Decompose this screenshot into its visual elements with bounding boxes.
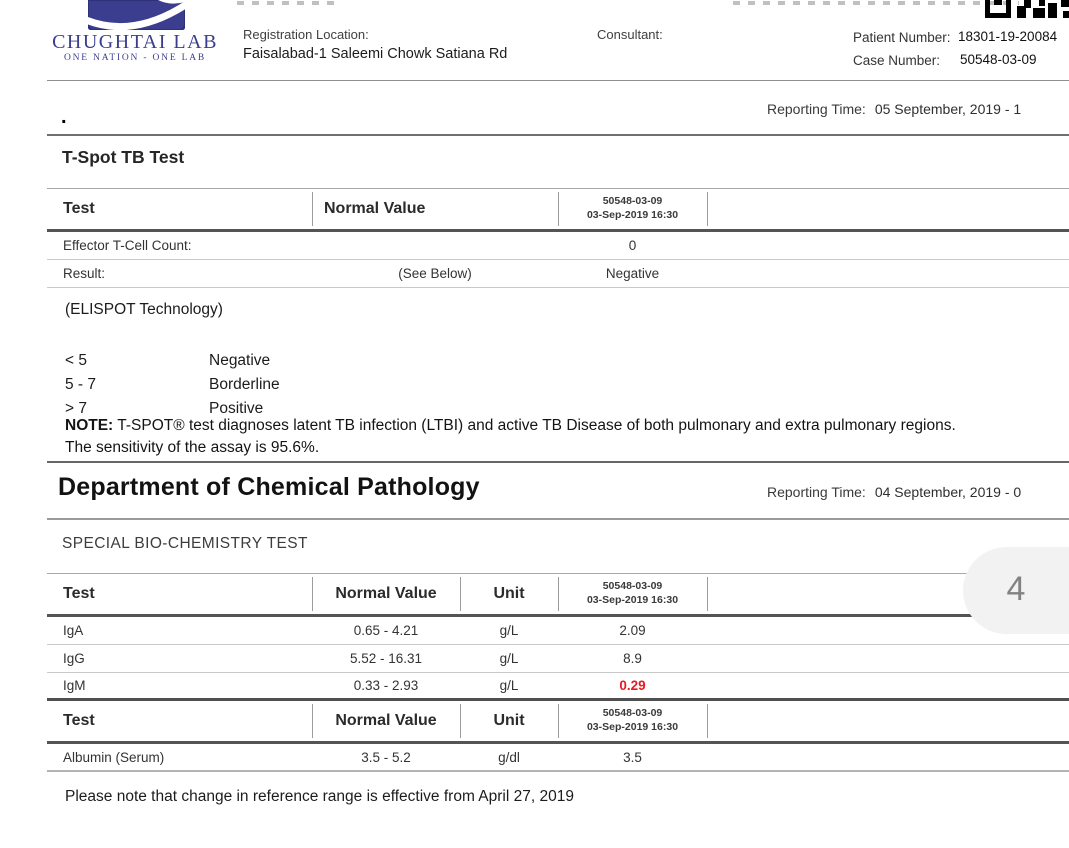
case-number-value: 50548-03-09 <box>960 52 1037 67</box>
reporting-time-1 <box>767 101 1069 117</box>
logo-tagline: ONE NATION - ONE LAB <box>63 53 207 63</box>
table-row: IgM 0.33 - 2.93 g/L 0.29 <box>47 673 1069 701</box>
patient-number-label: Patient Number: <box>853 30 951 45</box>
col-test: Test <box>63 585 95 602</box>
footnote: Please note that change in reference range is effective from April 27, 2019 <box>65 788 574 805</box>
dot-mark: . <box>61 106 67 128</box>
page-number-badge <box>963 547 1069 634</box>
col-sample: 50548-03-09 03-Sep-2019 16:30 <box>558 574 707 614</box>
logo-title: CHUGHTAI LAB <box>52 31 218 53</box>
consultant-label: Consultant: <box>597 27 663 42</box>
patient-number-value: 18301-19-20084 <box>958 29 1058 44</box>
reference-range-item: < 5 Negative <box>65 352 271 369</box>
table-header-row <box>47 574 1069 617</box>
col-test: Test <box>63 200 95 217</box>
table-row: IgA 0.65 - 4.21 g/L 2.09 <box>47 617 1069 645</box>
cut-text-fragment <box>733 1 1019 5</box>
col-sample: 50548-03-09 03-Sep-2019 16:30 <box>558 701 707 741</box>
abnormal-result: 0.29 <box>619 678 646 693</box>
case-number-label: Case Number: <box>853 53 941 68</box>
page-number: 4 <box>1006 570 1026 608</box>
col-normal-value: Normal Value <box>312 189 558 229</box>
note-text: T-SPOT® test diagnoses latent TB infection (LTBI) and active TB Disease of both pulmonary and extra pulmonary regions. <box>113 417 956 434</box>
table-row: IgG 5.52 - 16.31 g/L 8.9 <box>47 645 1069 673</box>
department-title: Department of Chemical Pathology <box>58 473 480 501</box>
qr-code-icon <box>985 0 1069 18</box>
col-sample: 50548-03-09 03-Sep-2019 16:30 <box>558 189 707 229</box>
reference-range-list <box>65 349 280 421</box>
tspot-section-title: T-Spot TB Test <box>62 147 185 167</box>
reporting-time-label: Reporting Time: <box>767 484 866 500</box>
col-unit: Unit <box>460 701 558 741</box>
divider <box>47 518 1069 520</box>
reporting-time-value: 04 September, 2019 - 0 <box>874 484 1022 500</box>
divider <box>47 134 1069 136</box>
col-test: Test <box>63 712 95 729</box>
table-header-row <box>47 701 1069 744</box>
col-normal-value: Normal Value <box>312 574 460 614</box>
col-unit: Unit <box>460 574 558 614</box>
tspot-table <box>47 188 1069 288</box>
cut-text-fragment <box>237 1 341 5</box>
divider <box>47 80 1069 81</box>
registration-location-label: Registration Location: <box>243 27 369 42</box>
tspot-note-line2: The sensitivity of the assay is 95.6%. <box>65 439 320 456</box>
note-label: NOTE: <box>65 417 114 434</box>
table-row: Effector T-Cell Count: 0 <box>47 232 1069 260</box>
reporting-time-2 <box>767 484 1069 500</box>
biochemistry-table <box>47 573 1069 772</box>
col-normal-value: Normal Value <box>312 701 460 741</box>
reporting-time-value: 05 September, 2019 - 1 <box>874 101 1022 117</box>
table-row: Result: (See Below) Negative <box>47 260 1069 288</box>
reporting-time-label: Reporting Time: <box>767 101 866 117</box>
technology-note: (ELISPOT Technology) <box>65 301 223 318</box>
col-empty <box>707 701 1069 741</box>
chughtai-logo-icon <box>88 0 185 30</box>
divider <box>47 461 1069 463</box>
table-header-row <box>47 189 1069 232</box>
table-row: Albumin (Serum) 3.5 - 5.2 g/dl 3.5 <box>47 744 1069 772</box>
col-empty <box>707 189 1069 229</box>
tspot-note <box>65 417 1068 435</box>
subsection-title: SPECIAL BIO-CHEMISTRY TEST <box>62 535 308 552</box>
reference-range-item: 5 - 7 Borderline <box>65 376 280 393</box>
reference-range-item: > 7 Positive <box>65 400 264 417</box>
registration-location-value: Faisalabad-1 Saleemi Chowk Satiana Rd <box>243 46 508 62</box>
